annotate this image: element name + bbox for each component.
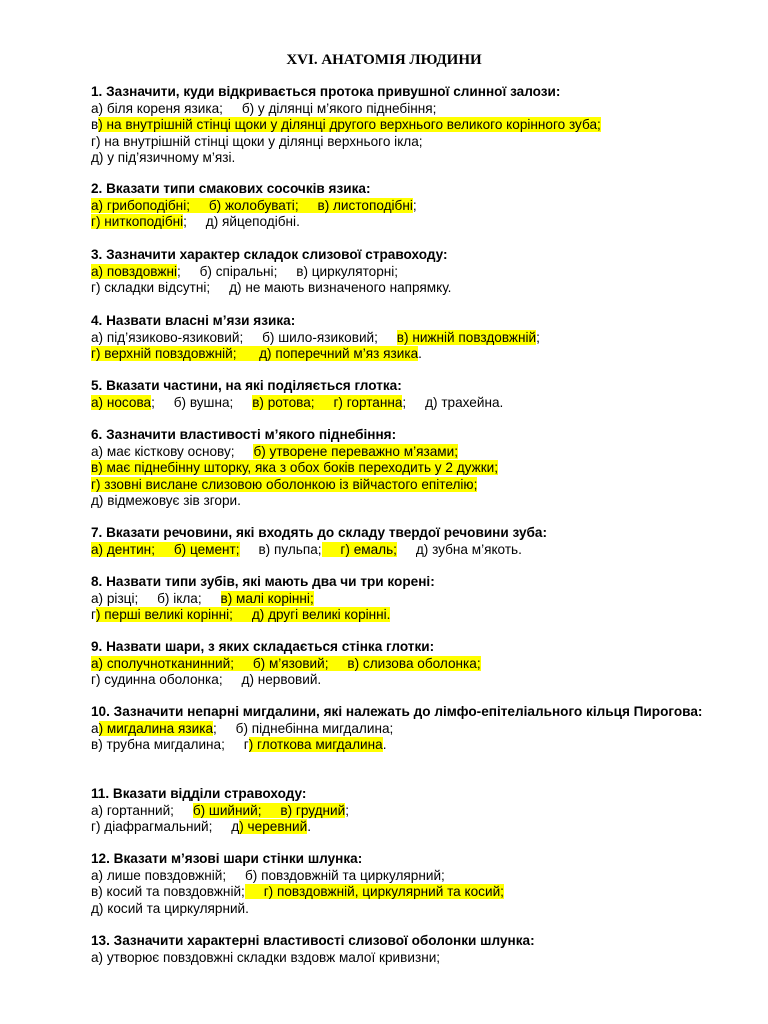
highlighted-answer: ) перші великі корінні; д) другі великі корінні. bbox=[95, 607, 391, 623]
answer-text: д) у під’язичному м’язі. bbox=[91, 150, 236, 166]
question-block bbox=[91, 574, 731, 624]
answer-text: а) гортанний; bbox=[91, 802, 193, 818]
answer-text: д) відмежовує зів згори. bbox=[91, 493, 241, 509]
question-text: 6. Зазначити властивості м’якого піднебіння: bbox=[91, 427, 397, 442]
answer-line bbox=[91, 868, 731, 885]
answer-line bbox=[91, 542, 731, 559]
question-text: 10. Зазначити непарні мигдалини, які належать до лімфо-епітеліального кільця Пирогова: bbox=[91, 704, 703, 719]
highlighted-answer: в) ротова; г) гортанна bbox=[252, 394, 403, 410]
highlighted-answer: в) малі корінні; bbox=[220, 590, 314, 606]
answer-line bbox=[91, 117, 731, 134]
question-text: 11. Вказати відділи стравоходу: bbox=[91, 786, 307, 801]
highlighted-answer: а) грибоподібні; б) жолобуваті; в) листоподібні bbox=[91, 197, 413, 213]
question-block bbox=[91, 704, 731, 754]
answer-line bbox=[91, 884, 731, 901]
answer-line bbox=[91, 280, 731, 297]
answer-text: в) косий та повздовжній; bbox=[91, 884, 245, 900]
answer-text: д) зубна м’якоть. bbox=[396, 541, 522, 557]
question-block bbox=[91, 427, 731, 510]
answer-text: а) різці; б) ікла; bbox=[91, 590, 221, 606]
answer-text: в bbox=[91, 117, 99, 133]
answer-line bbox=[91, 477, 731, 494]
highlighted-answer: б) шийний; в) грудний bbox=[192, 802, 346, 818]
answer-line bbox=[91, 198, 731, 215]
answer-text: г bbox=[91, 607, 96, 623]
document-title: XVI. АНАТОМІЯ ЛЮДИНИ bbox=[286, 52, 482, 68]
answer-text: г) судинна оболонка; д) нервовий. bbox=[91, 672, 322, 688]
question-text: 8. Назвати типи зубів, які мають два чи три корені: bbox=[91, 574, 435, 589]
highlighted-answer: б) утворене переважно м’язами; bbox=[253, 443, 458, 459]
answer-line bbox=[91, 264, 731, 281]
question-text: 4. Назвати власні м’язи язика: bbox=[91, 313, 296, 328]
answer-line bbox=[91, 330, 731, 347]
highlighted-answer: а) носова bbox=[91, 394, 152, 410]
highlighted-answer: в) нижній повздовжній bbox=[396, 329, 537, 345]
question-block bbox=[91, 181, 731, 231]
answer-text: . bbox=[382, 737, 387, 753]
highlighted-answer: а) повздовжні bbox=[91, 263, 177, 279]
answer-line bbox=[91, 672, 731, 689]
answer-text: . bbox=[418, 346, 422, 362]
answer-text: ; bbox=[412, 197, 417, 213]
answer-text: д) косий та циркулярний. bbox=[91, 900, 249, 916]
answer-line bbox=[91, 819, 731, 836]
answer-line bbox=[91, 950, 731, 967]
answer-line bbox=[91, 214, 731, 231]
highlighted-answer: а) сполучнотканинний; б) м’язовий; в) слизова оболонка; bbox=[91, 655, 481, 671]
answer-line bbox=[91, 493, 731, 510]
answer-text: а) утворює повздовжні складки вздовж малої кривизни; bbox=[91, 949, 441, 965]
answer-text: в) трубна мигдалина; г bbox=[91, 737, 249, 753]
question-block bbox=[91, 851, 731, 917]
answer-line bbox=[91, 101, 731, 118]
answer-text: в) пульпа; bbox=[239, 541, 322, 557]
answer-text: а) лише повздовжній; б) повздовжній та циркулярний; bbox=[91, 867, 445, 883]
answer-line bbox=[91, 737, 731, 754]
answer-text: ; bbox=[536, 329, 540, 345]
question-text: 5. Вказати частини, на які поділяється глотка: bbox=[91, 378, 402, 393]
question-text: 7. Вказати речовини, які входять до складу твердої речовини зуба: bbox=[91, 525, 547, 540]
answer-text: ; б) спіральні; в) циркуляторні; bbox=[176, 263, 399, 279]
highlighted-answer: ) глоткова мигдалина bbox=[248, 737, 383, 753]
highlighted-answer: ) мигдалина язика bbox=[98, 720, 214, 736]
highlighted-answer: в) має піднебінну шторку, яка з обох боків переходить у 2 дужки; bbox=[91, 460, 499, 476]
answer-text: ; б) піднебінна мигдалина; bbox=[213, 720, 394, 736]
answer-text: а bbox=[91, 720, 99, 736]
answer-text: ; д) трахейна. bbox=[402, 394, 504, 410]
answer-line bbox=[91, 460, 731, 477]
answer-text: а) має кісткову основу; bbox=[91, 443, 254, 459]
question-text: 3. Зазначити характер складок слизової стравоходу: bbox=[91, 247, 448, 262]
question-text: 1. Зазначити, куди відкривається протока привушної слинної залози: bbox=[91, 84, 561, 99]
answer-text: г) діафрагмальний; д bbox=[91, 819, 240, 835]
answer-line bbox=[91, 901, 731, 918]
answer-text: ; д) яйцеподібні. bbox=[183, 214, 300, 230]
answer-text: а) біля кореня язика; б) у ділянці м’якого піднебіння; bbox=[91, 100, 437, 116]
answer-line bbox=[91, 803, 731, 820]
answer-line bbox=[91, 134, 731, 151]
highlighted-answer: а) дентин; б) цемент; bbox=[91, 541, 240, 557]
question-text: 9. Назвати шари, з яких складається стінка глотки: bbox=[91, 639, 435, 654]
question-block bbox=[91, 378, 731, 411]
highlighted-answer: г) ниткоподібні bbox=[91, 214, 184, 230]
answer-line bbox=[91, 591, 731, 608]
question-text: 13. Зазначити характерні властивості слизової оболонки шлунка: bbox=[91, 933, 535, 948]
highlighted-answer: г) емаль; bbox=[321, 541, 397, 557]
question-text: 12. Вказати м’язові шари стінки шлунка: bbox=[91, 851, 363, 866]
highlighted-answer: ) черевний bbox=[239, 819, 308, 835]
highlighted-answer: г) повздовжній, циркулярний та косий; bbox=[244, 884, 504, 900]
highlighted-answer: ) на внутрішній стінці щоки у ділянці другого верхнього великого корінного зуба; bbox=[98, 117, 601, 133]
answer-line bbox=[91, 395, 731, 412]
question-block bbox=[91, 313, 731, 363]
highlighted-answer: г) верхній повздовжній; д) поперечний м’яз язика bbox=[91, 346, 419, 362]
question-block bbox=[91, 639, 731, 689]
answer-line bbox=[91, 346, 731, 363]
question-block bbox=[91, 247, 731, 297]
question-block bbox=[91, 525, 731, 558]
answer-text: а) під’язиково-язиковий; б) шило-язиковий; bbox=[91, 329, 397, 345]
answer-line bbox=[91, 607, 731, 624]
question-block bbox=[91, 786, 731, 836]
answer-line bbox=[91, 150, 731, 167]
question-text: 2. Вказати типи смакових сосочків язика: bbox=[91, 181, 371, 196]
answer-line bbox=[91, 721, 731, 738]
answer-text: ; б) вушна; bbox=[151, 394, 253, 410]
highlighted-answer: г) ззовні вислане слизовою оболонкою із війчастого епітелію; bbox=[91, 476, 478, 492]
answer-text: . bbox=[307, 819, 312, 835]
answer-text: г) на внутрішній стінці щоки у ділянці верхнього ікла; bbox=[91, 133, 423, 149]
answer-line bbox=[91, 444, 731, 461]
answer-text: г) складки відсутні; д) не мають визначеного напрямку. bbox=[91, 280, 452, 296]
answer-line bbox=[91, 656, 731, 673]
answer-text: ; bbox=[345, 802, 350, 818]
question-block bbox=[91, 933, 731, 966]
question-block bbox=[91, 84, 731, 167]
